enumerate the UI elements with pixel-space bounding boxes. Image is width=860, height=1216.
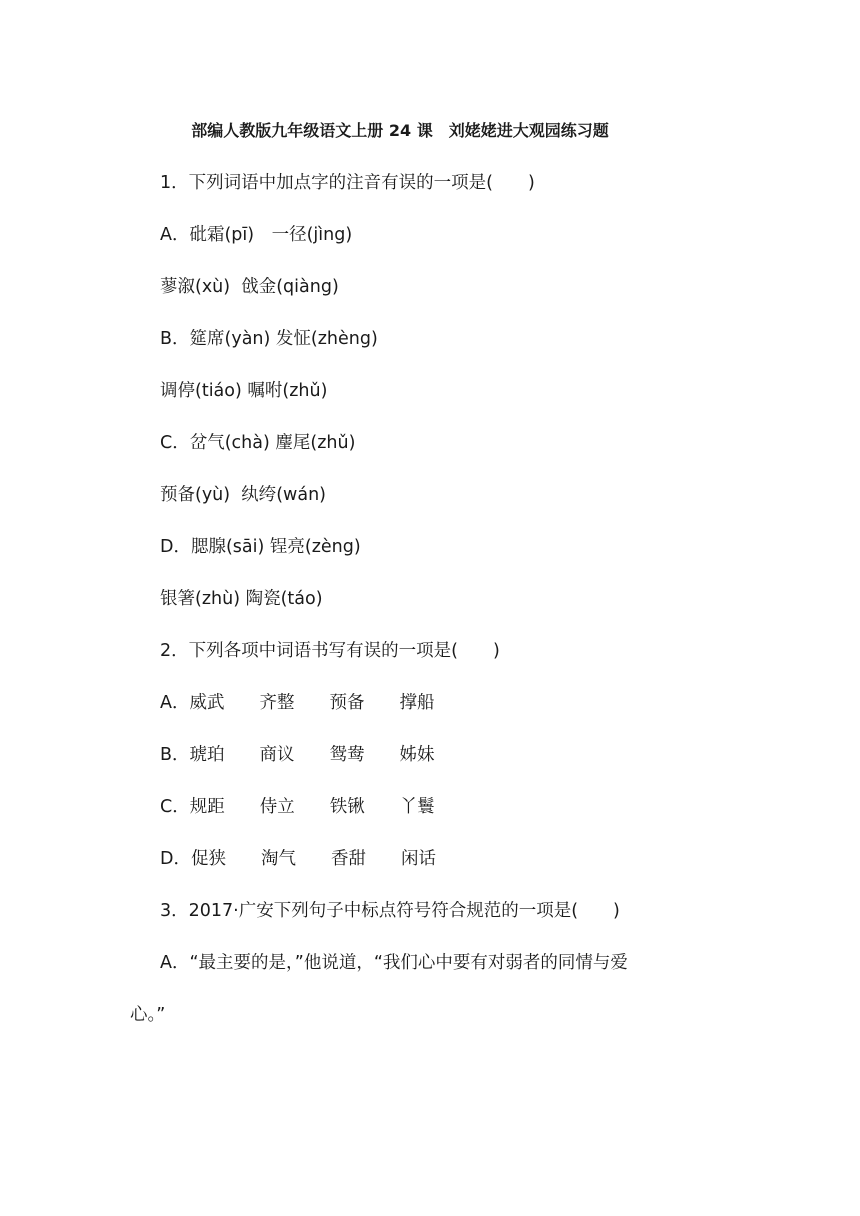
question-1-option-d: D．腮腺(sāi) 锃亮(zèng)	[160, 537, 361, 557]
question-3-option-a-cont: 心。”	[130, 1005, 166, 1025]
question-3-option-a: A．“最主要的是，”他说道，“我们心中要有对弱者的同情与爱	[160, 953, 628, 973]
question-2-option-b: B．琥珀 商议 鸳鸯 姊妹	[160, 745, 435, 765]
document-title: 部编人教版九年级语文上册 24 课 刘姥姥进大观园练习题	[191, 121, 609, 140]
question-2-option-c: C．规距 侍立 铁锹 丫鬟	[160, 797, 435, 817]
question-2-option-a: A．威武 齐整 预备 撑船	[160, 693, 435, 713]
question-1-stem: 1．下列词语中加点字的注音有误的一项是( )	[160, 173, 535, 193]
question-2-stem: 2．下列各项中词语书写有误的一项是( )	[160, 641, 500, 661]
question-3-stem: 3．2017·广安下列句子中标点符号符合规范的一项是( )	[160, 901, 620, 921]
question-1-option-b: B．筵席(yàn) 发怔(zhèng)	[160, 329, 378, 349]
question-1-option-b-cont: 调停(tiáo) 嘱咐(zhǔ)	[160, 381, 328, 401]
question-1-option-d-cont: 银箸(zhù) 陶瓷(táo)	[160, 589, 323, 609]
question-1-option-c: C．岔气(chà) 麈尾(zhǔ)	[160, 433, 356, 453]
question-2-option-d: D．促狭 淘气 香甜 闲话	[160, 849, 436, 869]
question-1-option-c-cont: 预备(yù) 纨绔(wán)	[160, 485, 327, 505]
question-1-option-a: A．砒霜(pī) 一径(jìng)	[160, 225, 353, 245]
question-1-option-a-cont: 蓼溆(xù) 戗金(qiàng)	[160, 277, 339, 297]
